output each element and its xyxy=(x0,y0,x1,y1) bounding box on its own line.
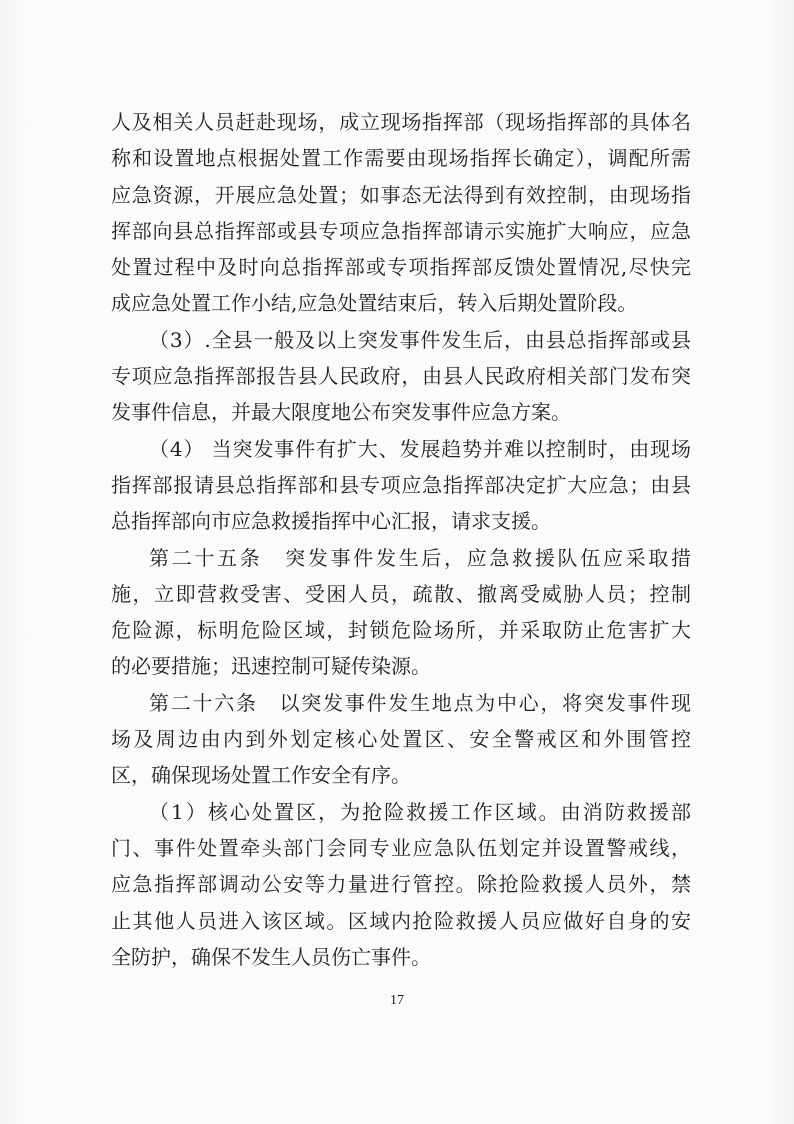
text-line: 施，立即营救受害、受困人员，疏散、撤离受威胁人员；控制 xyxy=(111,581,691,606)
document-body xyxy=(111,104,691,975)
text-line: 止其他人员进入该区域。区域内抢险救援人员应做好自身的安 xyxy=(111,908,691,933)
text-line: 全防护，确保不发生人员伤亡事件。 xyxy=(111,944,431,969)
text-line: 指挥部报请县总指挥部和县专项应急指挥部决定扩大应急；由县 xyxy=(111,472,691,497)
paragraph xyxy=(111,431,691,540)
paragraph xyxy=(111,794,691,975)
paragraph xyxy=(111,540,691,685)
paragraph xyxy=(111,104,691,322)
text-line: （1）核心处置区，为抢险救援工作区域。由消防救援部 xyxy=(149,799,691,824)
text-line: 应急资源，开展应急处置；如事态无法得到有效控制，由现场指 xyxy=(111,182,691,207)
page-number: 17 xyxy=(390,993,404,1008)
text-line: 成应急处置工作小结,应急处置结束后，转入后期处置阶段。 xyxy=(111,291,638,316)
text-line: 人及相关人员赶赴现场，成立现场指挥部（现场指挥部的具体名 xyxy=(111,110,691,134)
text-line: 专项应急指挥部报告县人民政府，由县人民政府相关部门发布突 xyxy=(111,364,691,389)
text-line: 第二十六条 以突发事件发生地点为中心，将突发事件现 xyxy=(149,690,691,715)
text-line: （4） 当突发事件有扩大、发展趋势并难以控制时，由现场 xyxy=(149,436,691,461)
text-line: 危险源，标明危险区域，封锁危险场所，并采取防止危害扩大 xyxy=(111,618,691,643)
text-line: 第二十五条 突发事件发生后，应急救援队伍应采取措 xyxy=(149,545,691,570)
text-line: 区，确保现场处置工作安全有序。 xyxy=(111,763,411,788)
text-line: 门、事件处置牵头部门会同专业应急队伍划定并设置警戒线， xyxy=(111,835,691,860)
text-line: 挥部向县总指挥部或县专项应急指挥部请示实施扩大响应，应急 xyxy=(111,218,691,243)
text-line: 处置过程中及时向总指挥部或专项指挥部反馈处置情况,尽快完 xyxy=(111,255,691,280)
text-line: 称和设置地点根据处置工作需要由现场指挥长确定），调配所需 xyxy=(111,146,691,171)
text-line: 应急指挥部调动公安等力量进行管控。除抢险救援人员外，禁 xyxy=(111,872,691,897)
text-line: 的必要措施；迅速控制可疑传染源。 xyxy=(111,654,431,679)
paragraph xyxy=(111,685,691,794)
text-line: 总指挥部向市应急救援指挥中心汇报，请求支援。 xyxy=(111,509,551,534)
text-line: 发事件信息，并最大限度地公布突发事件应急方案。 xyxy=(111,400,571,425)
text-line: 场及周边由内到外划定核心处置区、安全警戒区和外围管控 xyxy=(111,727,691,752)
paragraph xyxy=(111,322,691,431)
text-line: （3）.全县一般及以上突发事件发生后，由县总指挥部或县 xyxy=(149,327,691,352)
